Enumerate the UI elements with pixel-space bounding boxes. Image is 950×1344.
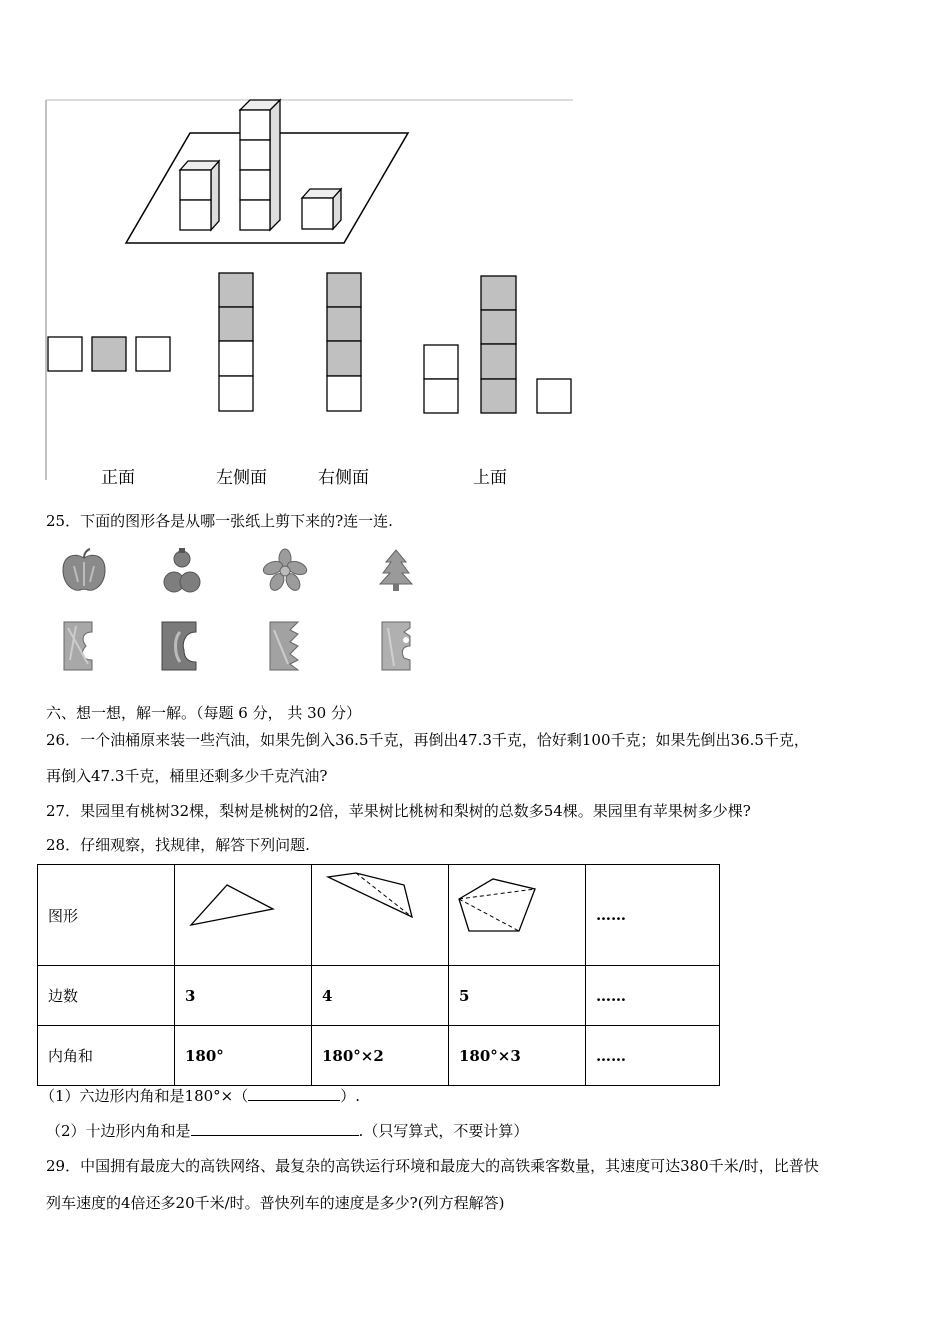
paper-3-icon[interactable] [268,620,304,672]
q25-question: 25．下面的图形各是从哪一张纸上剪下来的?连一连. [46,512,393,530]
cell-sides-quadrilateral: 4 [312,966,449,1026]
table-row-angle-sum [38,1026,720,1086]
paper-2-icon[interactable] [160,620,200,672]
paper-1-icon[interactable] [62,620,98,672]
q28-sub2-prefix: （2）十边形内角和是 [46,1122,191,1140]
view-label-front: 正面 [101,468,135,488]
cell-angle-pentagon: 180°×3 [449,1026,586,1086]
right-side-view [327,273,361,411]
view-label-top: 上面 [473,468,507,488]
q27-text: 27．果园里有桃树32棵，梨树是桃树的2倍，苹果树比桃树和梨树的总数多54棵。果园里有苹果树多少棵? [46,802,751,820]
view-label-left: 左侧面 [216,468,267,488]
left-side-view [219,273,253,411]
cell-sides-ellipsis: …… [586,966,720,1026]
q28-sub2-answer-blank[interactable] [191,1135,359,1136]
q28-sub2 [46,1120,528,1141]
table-row-sides [38,966,720,1026]
cell-angle-ellipsis: …… [586,1026,720,1086]
cube-single [302,189,341,229]
cell-sides-triangle: 3 [175,966,312,1026]
q26-line1: 26．一个油桶原来装一些汽油，如果先倒入36.5千克，再倒出47.3千克，恰好剩100千克；如果先倒出36.5千克， [46,731,809,749]
view-label-right: 右侧面 [318,468,369,488]
cube-views-figure [0,0,600,500]
row-label-angle-sum: 内角和 [38,1026,175,1086]
row-label-shape: 图形 [38,865,175,966]
top-view [424,276,571,413]
cell-angle-quadrilateral: 180°×2 [312,1026,449,1086]
cell-triangle [175,865,312,966]
section-6-heading: 六、想一想，解一解。（每题 6 分， 共 30 分） [46,704,361,722]
cell-shape-ellipsis: …… [586,865,720,966]
q29-line2: 列车速度的4倍还多20千米/时。普快列车的速度是多少?(列方程解答) [46,1194,505,1212]
q28-sub1-prefix: （1）六边形内角和是180°×（ [40,1087,249,1105]
cube-stack-two [180,161,219,230]
q28-sub1 [40,1085,360,1106]
row-label-sides: 边数 [38,966,175,1026]
table-row-shapes [38,865,720,966]
q28-sub2-suffix: .（只写算式，不要计算） [358,1122,529,1140]
cell-quadrilateral [312,865,449,966]
cell-pentagon [449,865,586,966]
apple-shape-icon[interactable] [60,548,108,594]
paper-4-icon[interactable] [380,620,416,672]
tree-shape-icon[interactable] [378,548,414,592]
triangle-icon [175,865,311,961]
q28-sub1-suffix: ）. [340,1087,361,1105]
quadrilateral-icon [312,865,448,961]
cell-sides-pentagon: 5 [449,966,586,1026]
q29-line1: 29．中国拥有最庞大的高铁网络、最复杂的高铁运行环境和最庞大的高铁乘客数量，其速度可达380千米/时，比普快 [46,1157,819,1175]
pentagon-icon [449,865,585,961]
cube-stack-four [240,100,280,230]
flower-shape-icon[interactable] [262,548,308,592]
front-view [48,337,170,371]
q28-question: 28．仔细观察，找规律，解答下列问题. [46,836,310,854]
cell-angle-triangle: 180° [175,1026,312,1086]
q28-sub1-answer-blank[interactable] [248,1100,340,1101]
q26-line2: 再倒入47.3千克，桶里还剩多少千克汽油? [46,767,328,785]
gourd-shape-icon[interactable] [162,546,202,596]
polygon-table [37,864,720,1086]
